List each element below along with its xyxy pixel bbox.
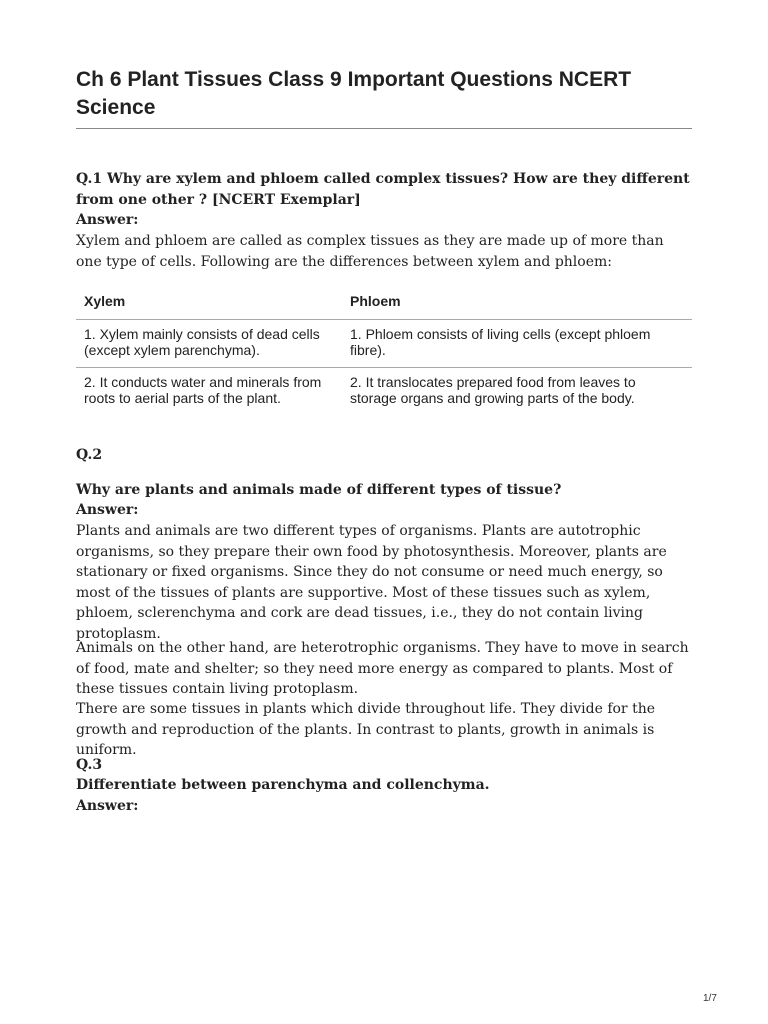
page-title: Ch 6 Plant Tissues Class 9 Important Questions NCERT Science bbox=[76, 68, 632, 119]
q2-answer-label: Answer: bbox=[76, 502, 139, 518]
q2-number: Q.2 bbox=[76, 447, 103, 463]
page-number: 1/7 bbox=[703, 993, 717, 1004]
q2-paragraph-1: Plants and animals are two different types of organisms. Plants are autotrophic organisms, so they prepare their own food by photosynthesis. Moreover, plants are stationary or fixed organisms. Since they do not consume or need much energy, so most of the tissues of plants are supportive. Most of these tissues such as xylem, phloem, sclerenchyma and cork are dead tissues, i.e., they do not contain living protoplasm. bbox=[76, 523, 667, 642]
table-row bbox=[76, 367, 692, 415]
table-cell: 2. It translocates prepared food from leaves to storage organs and growing parts of the body. bbox=[350, 373, 636, 406]
table-cell: 1. Phloem consists of living cells (except phloem fibre). bbox=[342, 319, 692, 367]
table-header-xylem: Xylem bbox=[76, 285, 342, 319]
q3-answer-label: Answer: bbox=[76, 798, 139, 814]
table-cell: 1. Xylem mainly consists of dead cells (except xylem parenchyma). bbox=[76, 319, 342, 367]
q2-paragraph-3: There are some tissues in plants which divide throughout life. They divide for the growth and reproduction of the plants. In contrast to plants, growth in animals is uniform. bbox=[76, 701, 655, 758]
q1-answer-label: Answer: bbox=[76, 212, 139, 228]
table-cell: 2. It conducts water and minerals from roots to aerial parts of the plant. bbox=[84, 373, 322, 406]
table-header-phloem: Phloem bbox=[342, 285, 692, 319]
title-divider bbox=[76, 128, 692, 129]
q1-answer-text: Xylem and phloem are called as complex tissues as they are made up of more than one type of cells. Following are the differences between xylem and phloem: bbox=[76, 233, 664, 270]
table-row bbox=[76, 319, 692, 367]
q2-paragraph-2: Animals on the other hand, are heterotrophic organisms. They have to move in search of food, mate and shelter; so they need more energy as compared to plants. Most of these tissues contain living protoplasm. bbox=[76, 640, 689, 697]
q3-question: Differentiate between parenchyma and collenchyma. bbox=[76, 777, 490, 793]
xylem-phloem-table bbox=[76, 285, 692, 415]
q3-number: Q.3 bbox=[76, 757, 103, 773]
table-header-row bbox=[76, 285, 692, 319]
q1-question: Q.1 Why are xylem and phloem called complex tissues? How are they different from one other ? [NCERT Exemplar] bbox=[76, 171, 690, 208]
q2-question: Why are plants and animals made of different types of tissue? bbox=[76, 482, 562, 498]
